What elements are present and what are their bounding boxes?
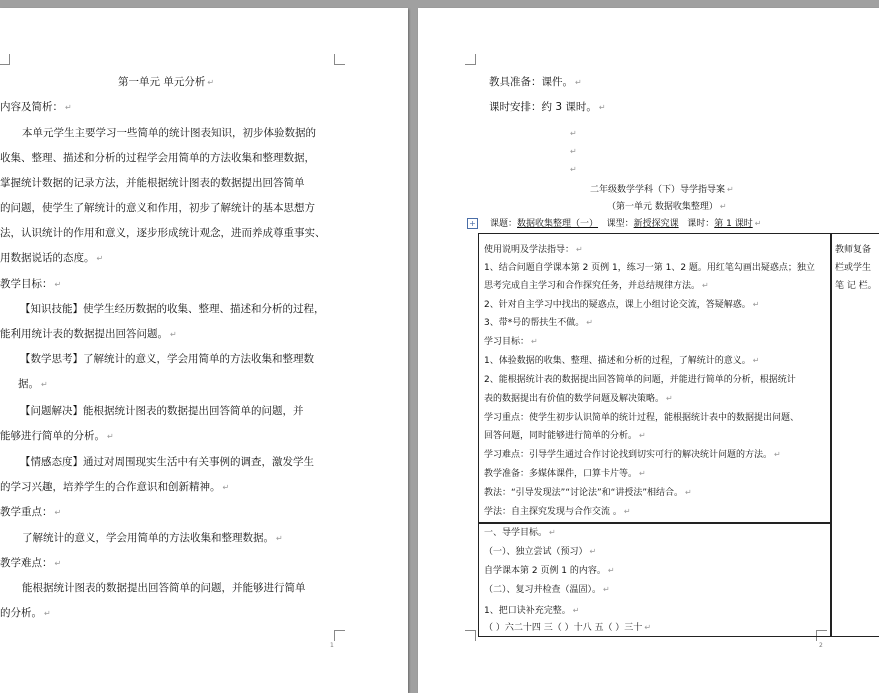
guide-table-cell-2 xyxy=(478,522,832,637)
difficult-line: 能根据统计图表的数据提出回答简单的问题，并能够进行简单 xyxy=(22,582,306,594)
class-hours: 课时安排：约 3 课时。 ↵ xyxy=(489,101,606,113)
type-value: 新授探究课 xyxy=(633,219,679,229)
side-note-line: 教师复备 xyxy=(835,245,872,255)
side-note-line: 栏或学生 xyxy=(835,263,872,273)
intro-line: 本单元学生主要学习一些简单的统计图表知识，初步体验数据的 xyxy=(22,127,316,139)
goal-thinking-line: 【数学思考】了解统计的意义，学会用简单的方法收集和整理数 xyxy=(20,353,314,365)
intro-line: 的问题，使学生了解统计的意义和作用，初步了解统计的基本思想方 xyxy=(0,202,315,214)
guide-heading: 一、导学目标。 ↵ xyxy=(484,528,556,538)
plan-subtitle: （第一单元 数据收集整理） ↵ xyxy=(607,202,727,212)
usage-line: 思考完成自主学习和合作探究任务，并总结规律方法。 ↵ xyxy=(484,281,709,291)
topic-value: 数据收集整理（一） xyxy=(517,219,599,229)
empty-paragraph: ↵ xyxy=(570,165,577,174)
guide-line: （一）、独立尝试（预习） ↵ xyxy=(484,547,597,557)
goal-thinking-line: 据。 ↵ xyxy=(18,378,48,390)
notes-column xyxy=(830,233,879,637)
usage-heading: 使用说明及学法指导： ↵ xyxy=(484,245,583,255)
goal-knowledge-line: 【知识技能】使学生经历数据的收集、整理、描述和分析的过程， xyxy=(20,303,325,315)
key-text: 了解统计的意义，学会用简单的方法收集和整理数据。 ↵ xyxy=(22,532,283,544)
teaching-method-line: 教法：“引导发现法”“讨论法”和“讲授法”相结合。 ↵ xyxy=(484,488,692,498)
goal-attitude-line: 【情感态度】通过对周围现实生活中有关事例的调查，激发学生 xyxy=(20,456,314,468)
usage-line: 3、带*号的帮扶生不做。 ↵ xyxy=(484,318,593,328)
key-point-line: 回答问题，同时能够进行简单的分析。 ↵ xyxy=(484,431,646,441)
learning-method-line: 学法：自主探究发现与合作交流 。 ↵ xyxy=(484,507,631,517)
guide-line: （二）、复习并检查（温固）。 ↵ xyxy=(484,585,610,595)
usage-line: 1、结合问题自学课本第 2 页例 1，练习一第 1、2 题。用红笔勾画出疑惑点；独立 xyxy=(484,263,815,273)
goal-problem-line: 【问题解决】能根据统计图表的数据提出回答简单的问题，并 xyxy=(20,405,304,417)
empty-paragraph: ↵ xyxy=(570,147,577,156)
objective-line: 2、能根据统计表的数据提出回答简单的问题，并能进行简单的分析，根据统计 xyxy=(484,375,796,385)
plan-title: 二年级数学学科（下）导学指导案 ↵ xyxy=(590,185,734,195)
intro-line: 法，认识统计的作用和意义，逐步形成统计观念，进而养成尊重事实、 xyxy=(0,227,326,239)
margin-corner-top-right xyxy=(334,54,345,65)
margin-corner-top-left xyxy=(465,54,476,65)
goal-problem-line: 能够进行简单的分析。 ↵ xyxy=(0,430,114,442)
multiplication-rhyme-line: （ ）六二十四 三（ ）十八 五（ ）三十 ↵ xyxy=(484,623,652,633)
preparation-line: 教学准备：多媒体课件，口算卡片等。 ↵ xyxy=(484,469,646,479)
intro-line: 用数据说话的态度。 ↵ xyxy=(0,252,104,264)
page-number: 2 xyxy=(819,642,823,649)
objectives-heading: 学习目标： ↵ xyxy=(484,337,538,347)
objective-line: 表的数据提出有价值的数学问题及解决策略。 ↵ xyxy=(484,394,673,404)
page-number: 1 xyxy=(330,642,334,649)
goal-knowledge-line: 能利用统计表的数据提出回答问题。 ↵ xyxy=(0,328,177,340)
intro-line: 掌握统计数据的记录方法，并能根据统计图表的数据提出回答简单 xyxy=(0,177,305,189)
key-heading: 教学重点： ↵ xyxy=(0,506,62,518)
table-move-handle[interactable]: + xyxy=(467,218,478,229)
document-page-2 xyxy=(418,8,879,693)
guide-line: 1、把口诀补充完整。 ↵ xyxy=(484,606,580,616)
intro-line: 收集、整理、描述和分析的过程学会用简单的方法收集和整理数据， xyxy=(0,152,315,164)
document-page-1 xyxy=(0,8,408,693)
teaching-aids: 教具准备：课件。 ↵ xyxy=(489,76,582,88)
difficulty-line: 学习难点：引导学生通过合作讨论找到切实可行的解决统计问题的方法。 ↵ xyxy=(484,450,781,460)
unit-title: 第一单元 单元分析 ↵ xyxy=(118,76,215,88)
margin-corner-top-left xyxy=(0,54,10,65)
margin-corner-bottom-left xyxy=(465,630,476,641)
empty-paragraph: ↵ xyxy=(570,129,577,138)
difficult-line: 的分析。 ↵ xyxy=(0,607,51,619)
goal-attitude-line: 的学习兴趣，培养学生的合作意识和创新精神。 ↵ xyxy=(0,481,230,493)
period-value: 第 1 课时 xyxy=(714,219,753,229)
difficult-heading: 教学难点： ↵ xyxy=(0,557,62,569)
lesson-info-row: 课题：数据收集整理（一） 课型：新授探究课 课时：第 1 课时 ↵ xyxy=(490,219,762,229)
side-note-line: 笔 记 栏。 xyxy=(835,281,877,291)
key-point-line: 学习重点：使学生初步认识简单的统计过程，能根据统计表中的数据提出问题、 xyxy=(484,413,800,423)
guide-line: 自学课本第 2 页例 1 的内容。 ↵ xyxy=(484,566,615,576)
content-heading: 内容及简析： ↵ xyxy=(0,101,72,113)
objective-line: 1、体验数据的收集、整理、描述和分析的过程，了解统计的意义。 ↵ xyxy=(484,356,760,366)
usage-line: 2、针对自主学习中找出的疑惑点，课上小组讨论交流，答疑解惑。 ↵ xyxy=(484,300,760,310)
margin-corner-bottom-right xyxy=(334,630,345,641)
goals-heading: 教学目标： ↵ xyxy=(0,278,62,290)
